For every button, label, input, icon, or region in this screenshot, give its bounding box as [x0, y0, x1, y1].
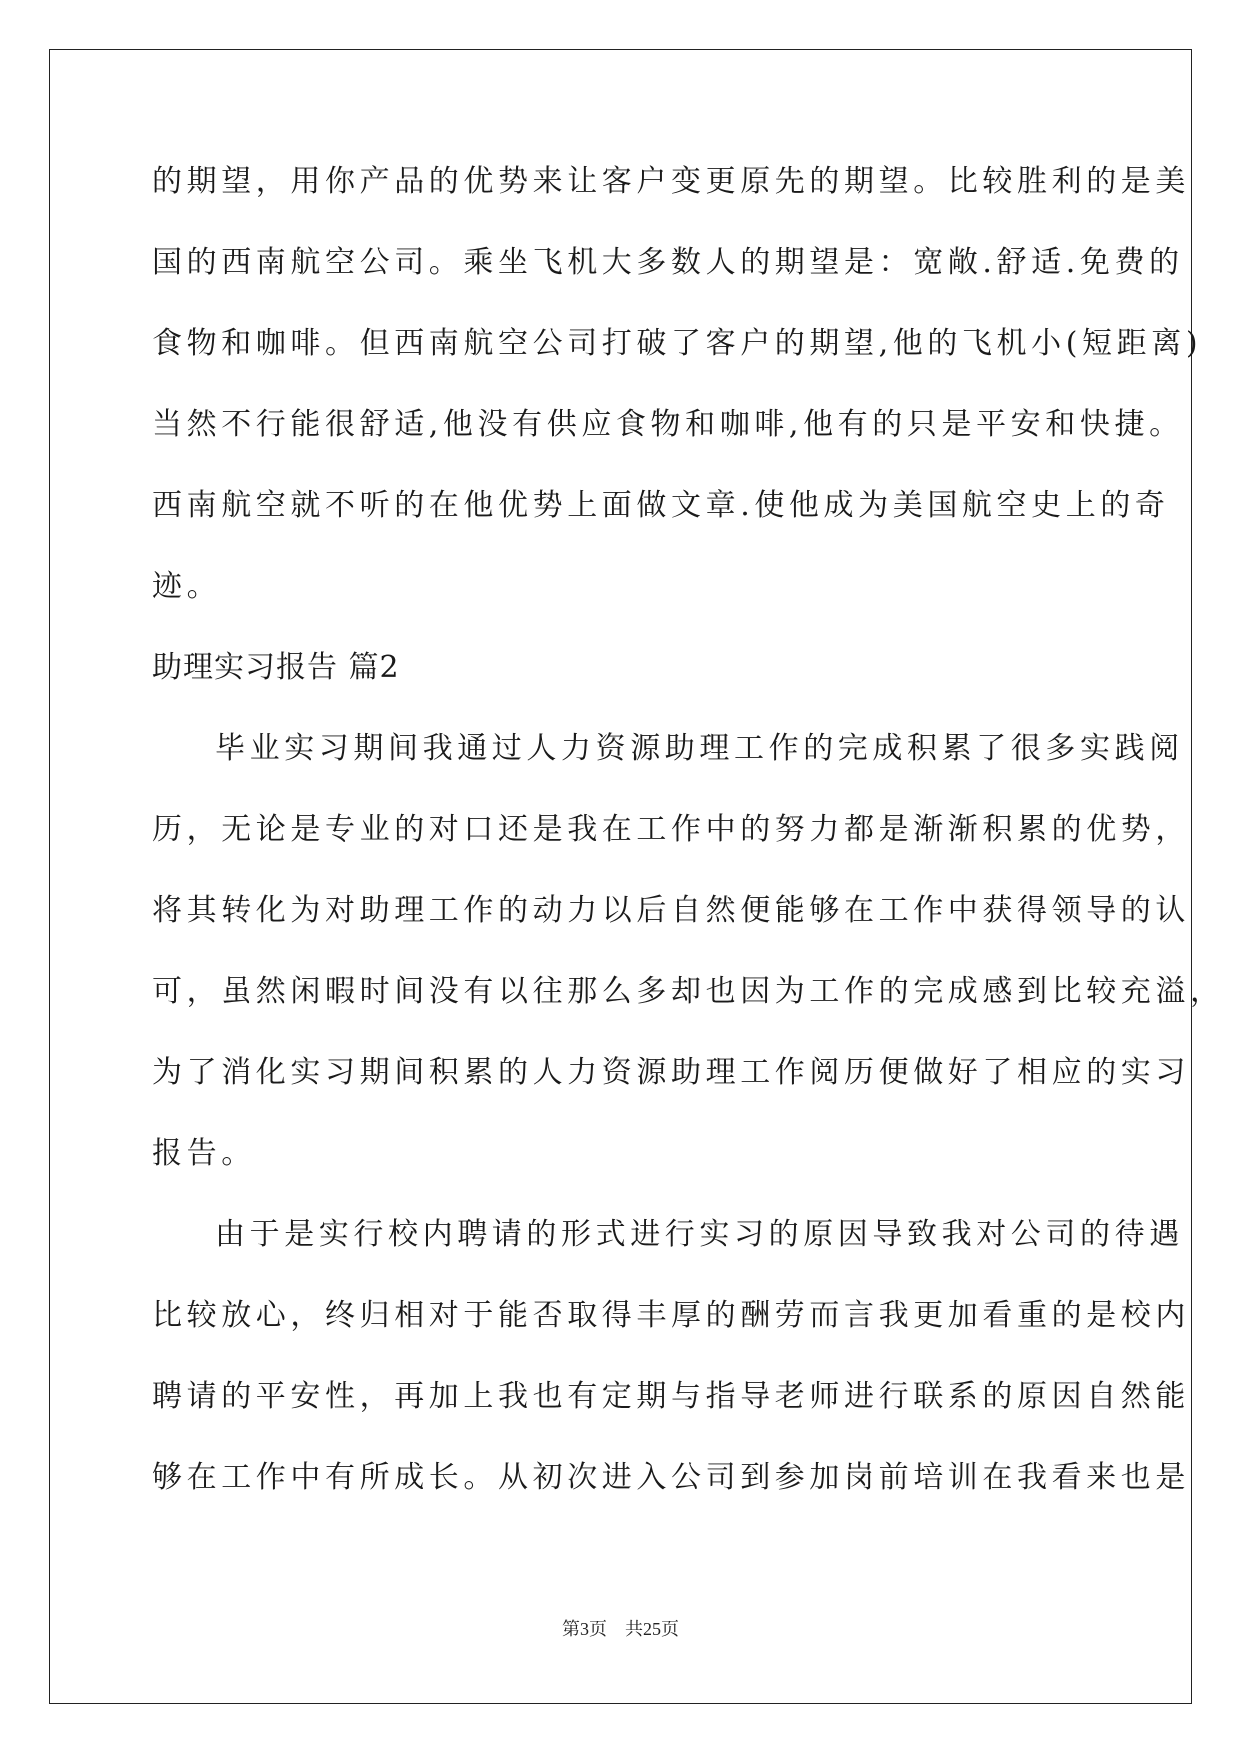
paragraph-line: 够在工作中有所成长。从初次进入公司到参加岗前培训在我看来也是: [152, 1460, 1190, 1495]
paragraph-line: 由于是实行校内聘请的形式进行实习的原因导致我对公司的待遇: [215, 1217, 1184, 1252]
paragraph-line: 为了消化实习期间积累的人力资源助理工作阅历便做好了相应的实习: [152, 1055, 1190, 1090]
paragraph-line: 毕业实习期间我通过人力资源助理工作的完成积累了很多实践阅: [215, 731, 1184, 766]
paragraph-line: 食物和咖啡。但西南航空公司打破了客户的期望,他的飞机小(短距离): [152, 326, 1203, 361]
paragraph-line: 西南航空就不听的在他优势上面做文章.使他成为美国航空史上的奇: [152, 488, 1170, 523]
document-body: [152, 158, 1225, 1535]
paragraph-line: 迹。: [152, 569, 222, 604]
paragraph-line: 将其转化为对助理工作的动力以后自然便能够在工作中获得领导的认: [152, 893, 1190, 928]
page-footer: [0, 1615, 1241, 1641]
paragraph-line: 比较放心，终归相对于能否取得丰厚的酬劳而言我更加看重的是校内: [152, 1298, 1190, 1333]
paragraph-line: 历，无论是专业的对口还是我在工作中的努力都是渐渐积累的优势，: [152, 812, 1190, 847]
paragraph-line: 当然不行能很舒适,他没有供应食物和咖啡,他有的只是平安和快捷。: [152, 407, 1184, 442]
paragraph-line: 的期望，用你产品的优势来让客户变更原先的期望。比较胜利的是美: [152, 164, 1190, 199]
paragraph-line: 可，虽然闲暇时间没有以往那么多却也因为工作的完成感到比较充溢，: [152, 974, 1225, 1009]
paragraph-line: 报告。: [152, 1136, 256, 1171]
section-heading: 助理实习报告 篇2: [152, 650, 400, 685]
page-total: 共25页: [625, 1619, 679, 1639]
paragraph-line: 国的西南航空公司。乘坐飞机大多数人的期望是：宽敞.舒适.免费的: [152, 245, 1184, 280]
paragraph-line: 聘请的平安性，再加上我也有定期与指导老师进行联系的原因自然能: [152, 1379, 1190, 1414]
page-number: 第3页: [562, 1619, 607, 1639]
